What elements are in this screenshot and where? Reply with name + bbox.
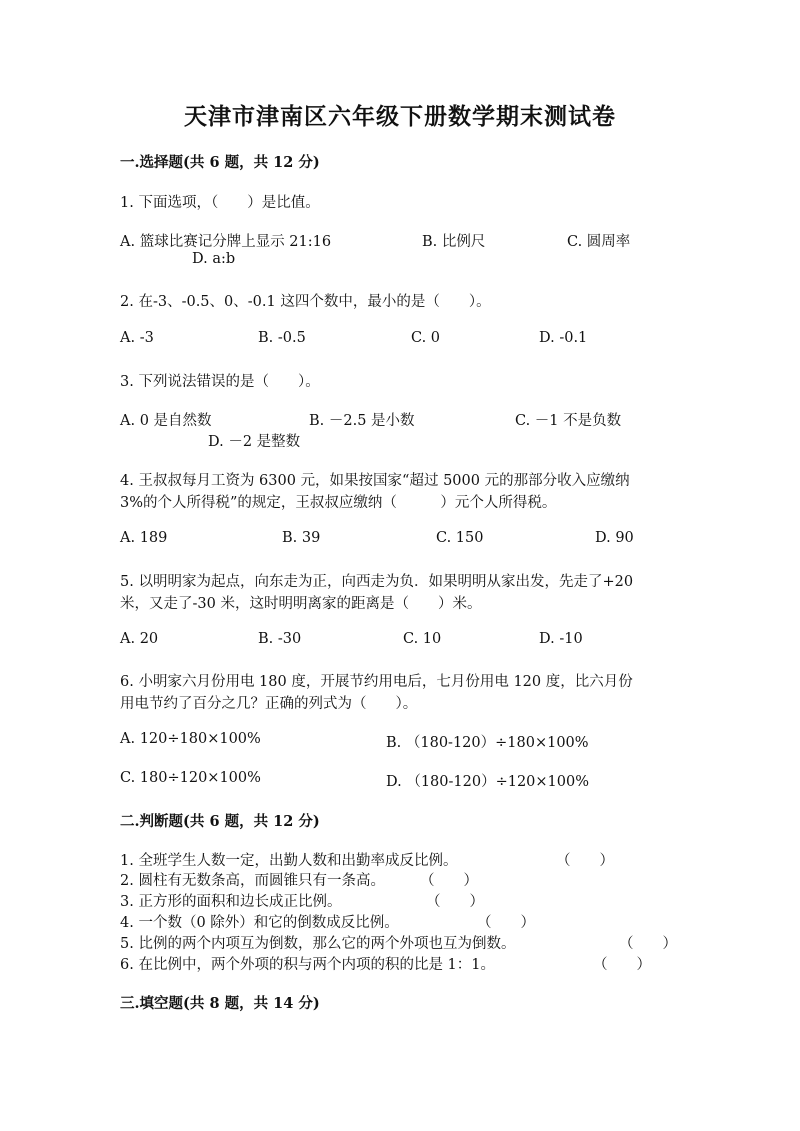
judge-item-6: 6. 在比例中，两个外项的积与两个内项的积的比是 1：1。 xyxy=(120,957,496,973)
question-5-line2: 米，又走了-30 米，这时明明离家的距离是（ ）米。 xyxy=(120,596,482,612)
judge-item-1: 1. 全班学生人数一定，出勤人数和出勤率成反比例。 xyxy=(120,853,458,869)
judge-bracket-2: （ ） xyxy=(420,873,478,889)
option-3c: C. －1 不是负数 xyxy=(515,413,622,429)
judge-item-2: 2. 圆柱有无数条高，而圆锥只有一条高。 xyxy=(120,873,385,889)
section-heading-choice: 一.选择题(共 6 题，共 12 分) xyxy=(120,154,320,171)
option-4a: A. 189 xyxy=(120,530,168,546)
question-1: 1. 下面选项，（ ）是比值。 xyxy=(120,195,320,211)
question-6-line2: 用电节约了百分之几？正确的列式为（ ）。 xyxy=(120,696,418,712)
question-2: 2. 在-3、-0.5、0、-0.1 这四个数中，最小的是（ ）。 xyxy=(120,294,491,310)
judge-bracket-4: （ ） xyxy=(477,915,535,931)
option-2a: A. -3 xyxy=(120,330,154,346)
option-2d: D. -0.1 xyxy=(539,330,588,346)
section-heading-fill: 三.填空题(共 8 题，共 14 分) xyxy=(120,995,320,1012)
option-5d: D. -10 xyxy=(539,631,583,647)
option-4b: B. 39 xyxy=(282,530,321,546)
judge-bracket-6: （ ） xyxy=(593,957,651,973)
question-4-line1: 4. 王叔叔每月工资为 6300 元，如果按国家“超过 5000 元的那部分收入应缴纳 xyxy=(120,473,630,489)
option-3a: A. 0 是自然数 xyxy=(120,413,212,429)
judge-item-3: 3. 正方形的面积和边长成正比例。 xyxy=(120,894,342,910)
option-6b: B. （180-120）÷180×100% xyxy=(386,735,589,751)
option-1c: C. 圆周率 xyxy=(567,234,631,250)
page-title: 天津市津南区六年级下册数学期末测试卷 xyxy=(184,103,616,130)
question-4-line2: 3%的个人所得税”的规定，王叔叔应缴纳（ ）元个人所得税。 xyxy=(120,495,557,511)
option-6d: D. （180-120）÷120×100% xyxy=(386,774,590,790)
option-1d: D. a:b xyxy=(192,251,236,267)
judge-item-5: 5. 比例的两个内项互为倒数，那么它的两个外项也互为倒数。 xyxy=(120,936,516,952)
judge-item-4: 4. 一个数（0 除外）和它的倒数成反比例。 xyxy=(120,915,399,931)
option-3d: D. －2 是整数 xyxy=(208,434,301,450)
question-6-line1: 6. 小明家六月份用电 180 度，开展节约用电后，七月份用电 120 度，比六月份 xyxy=(120,674,633,690)
judge-bracket-5: （ ） xyxy=(619,936,677,952)
option-5c: C. 10 xyxy=(403,631,442,647)
judge-bracket-3: （ ） xyxy=(426,894,484,910)
option-6a: A. 120÷180×100% xyxy=(120,731,261,747)
option-1a: A. 篮球比赛记分牌上显示 21:16 xyxy=(120,234,332,250)
option-4d: D. 90 xyxy=(595,530,634,546)
option-1b: B. 比例尺 xyxy=(422,234,486,250)
option-5b: B. -30 xyxy=(258,631,302,647)
option-6c: C. 180÷120×100% xyxy=(120,770,261,786)
option-5a: A. 20 xyxy=(120,631,159,647)
option-4c: C. 150 xyxy=(436,530,484,546)
judge-bracket-1: （ ） xyxy=(556,853,614,869)
option-3b: B. －2.5 是小数 xyxy=(309,413,415,429)
question-5-line1: 5. 以明明家为起点，向东走为正，向西走为负．如果明明从家出发，先走了+20 xyxy=(120,574,634,590)
option-2c: C. 0 xyxy=(411,330,441,346)
question-3: 3. 下列说法错误的是（ ）。 xyxy=(120,374,320,390)
section-heading-judge: 二.判断题(共 6 题，共 12 分) xyxy=(120,813,320,830)
option-2b: B. -0.5 xyxy=(258,330,306,346)
